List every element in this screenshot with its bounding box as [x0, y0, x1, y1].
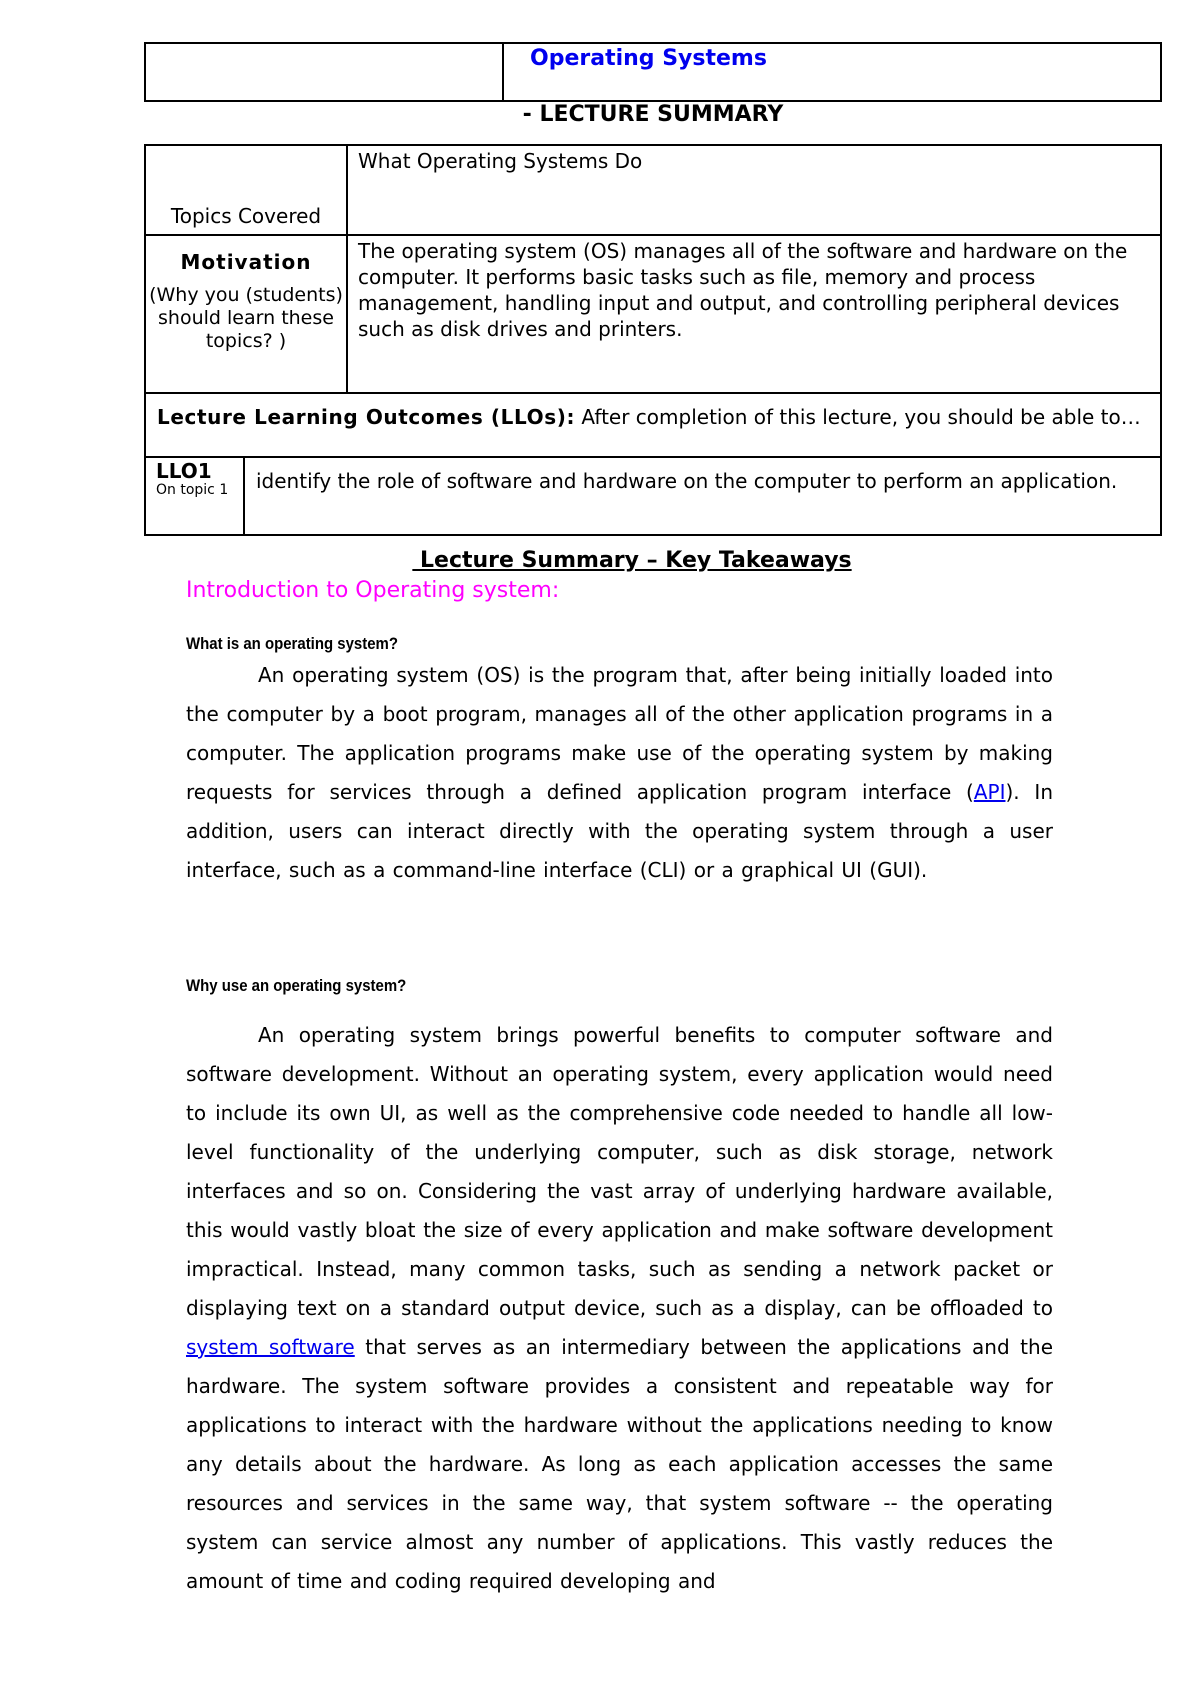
- intro-heading: Introduction to Operating system:: [186, 578, 560, 603]
- llo-code: LLO1: [156, 459, 212, 483]
- topics-label: Topics Covered: [170, 204, 322, 228]
- lecture-summary-table: [144, 144, 1162, 536]
- course-title: Operating Systems: [530, 46, 767, 71]
- motivation-row: [146, 236, 1160, 394]
- body-paragraph: [186, 1016, 1053, 1601]
- llo-header-row: [146, 394, 1160, 458]
- paragraph-text: An operating system brings powerful benefits to computer software and software development. Without an operating system, every application would need to include its own UI, as well as the comprehensive code needed to handle all low-level functionality of the underlying computer, such as disk storage, network interfaces and so on. Considering the vast array of underlying hardware available, this would vastly bloat the size of every application and make software development impractical. Instead, many common tasks, such as sending a network packet or displaying text on a standard output device, such as a display, can be offloaded to: [186, 1023, 1053, 1320]
- llo-label-cell: [146, 458, 245, 534]
- paragraph-text: An operating system (OS) is the program that, after being initially loaded into the computer by a boot program, manages all of the other application programs in a computer. The application programs make use of the operating system by making requests for services through a defined application program interface (: [186, 663, 1053, 804]
- system-software-link[interactable]: system software: [186, 1335, 355, 1359]
- course-title-table: [144, 42, 1162, 102]
- api-link[interactable]: API: [973, 780, 1006, 804]
- llo-text: identify the role of software and hardware on the computer to perform an application.: [256, 469, 1118, 493]
- motivation-sublabel: (Why you (students) should learn these topics? ): [149, 284, 343, 352]
- lecture-summary-heading: - LECTURE SUMMARY: [522, 102, 784, 127]
- llo-header-bold: Lecture Learning Outcomes (LLOs):: [157, 405, 576, 429]
- key-takeaways-heading: [0, 548, 1200, 573]
- motivation-value: The operating system (OS) manages all of the software and hardware on the computer. It performs basic tasks such as file, memory and process management, handling input and output, and controlling peripheral devices such as disk drives and printers.: [358, 239, 1128, 341]
- course-title-cell: [504, 44, 1160, 100]
- llo-header: [146, 394, 1160, 440]
- topics-value: What Operating Systems Do: [358, 149, 643, 173]
- question-heading: What is an operating system?: [186, 634, 398, 653]
- llo-topic: On topic 1: [156, 482, 229, 498]
- topics-label-cell: [146, 146, 348, 234]
- llo-row: [146, 458, 1160, 534]
- llo-header-text: After completion of this lecture, you should be able to…: [575, 405, 1141, 429]
- body-paragraph: [186, 656, 1053, 890]
- course-logo-cell: [146, 44, 504, 100]
- motivation-label: Motivation: [180, 250, 312, 274]
- key-takeaways-title: Lecture Summary – Key Takeaways: [412, 548, 852, 573]
- motivation-label-cell: [146, 236, 348, 392]
- paragraph-text: that serves as an intermediary between the applications and the hardware. The system software provides a consistent and repeatable way for applications to interact with the hardware without the applications needing to know any details about the hardware. As long as each application accesses the same resources and services in the same way, that system software -- the operating system can service almost any number of applications. This vastly reduces the amount of time and coding required developing and: [186, 1335, 1054, 1593]
- topics-row: [146, 146, 1160, 236]
- paragraph-text: ). In addition, users can interact directly with the operating system through a user interface, such as a command-line interface (CLI) or a graphical UI (GUI).: [186, 780, 1053, 882]
- question-heading: Why use an operating system?: [186, 976, 407, 995]
